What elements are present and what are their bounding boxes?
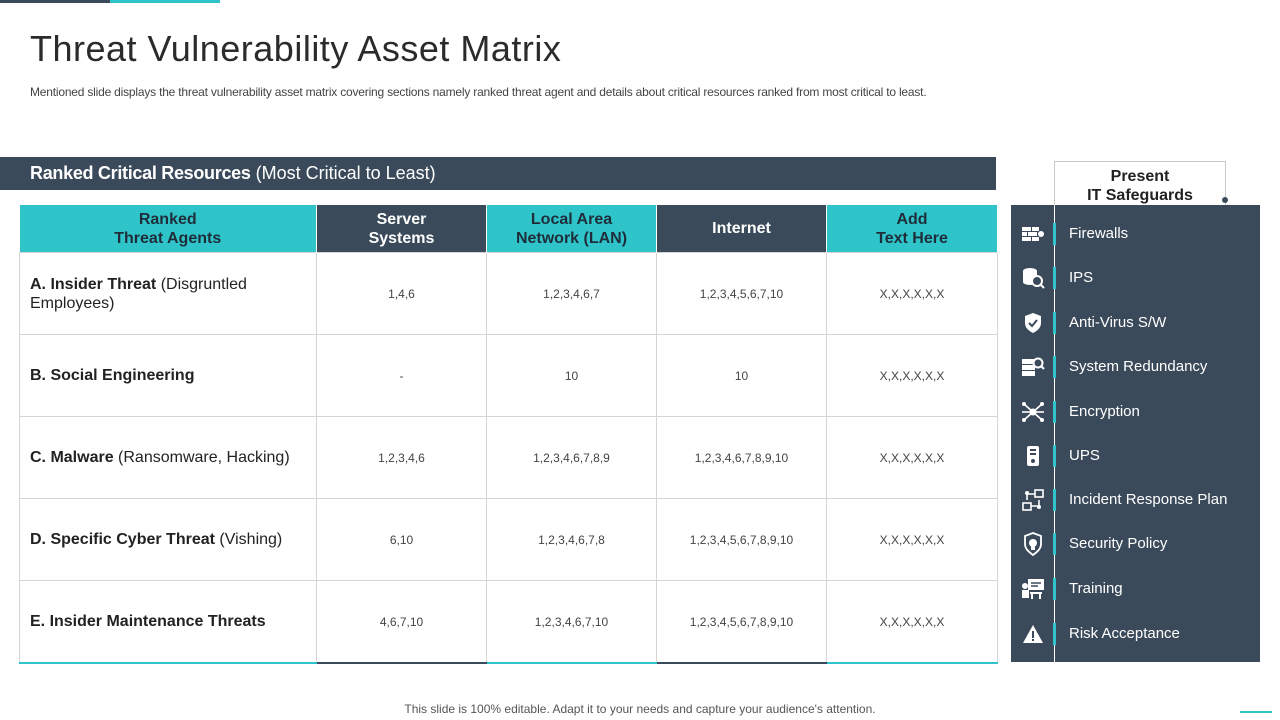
cell-agent: C. Malware (Ransomware, Hacking)	[20, 417, 317, 499]
ups-icon	[1020, 444, 1046, 468]
header-internet: Internet	[657, 205, 827, 253]
top-accent-dark	[0, 0, 110, 3]
top-accent-teal	[110, 0, 220, 3]
cell-internet: 1,2,3,4,5,6,7,10	[657, 253, 827, 335]
tab-dot	[1222, 197, 1228, 203]
safeguard-label: Training	[1069, 580, 1123, 597]
header-ranked-threat-agents: Ranked Threat Agents	[20, 205, 317, 253]
cell-add: X,X,X,X,X,X	[827, 335, 998, 417]
cell-server: -	[317, 335, 487, 417]
shield-check-icon	[1020, 311, 1046, 335]
cell-agent: A. Insider Threat (Disgruntled Employees)	[20, 253, 317, 335]
safeguard-item-security-policy	[1011, 531, 1260, 557]
safeguard-label: System Redundancy	[1069, 358, 1208, 375]
safeguard-item-incident-response	[1011, 487, 1260, 513]
footer-accent-line	[1240, 711, 1272, 713]
safeguard-item-risk-acceptance	[1011, 621, 1260, 647]
safeguards-title: Present IT Safeguards	[1054, 161, 1226, 205]
table-header-row	[20, 205, 998, 253]
ips-icon	[1020, 266, 1046, 290]
safeguard-accent	[1053, 401, 1056, 423]
safeguard-accent	[1053, 312, 1056, 334]
safeguard-label: Encryption	[1069, 403, 1140, 420]
server-search-icon	[1020, 355, 1046, 379]
safeguard-label: IPS	[1069, 269, 1094, 286]
safeguard-item-antivirus	[1011, 310, 1260, 336]
safeguard-item-ips	[1011, 265, 1260, 291]
cell-server: 1,2,3,4,6	[317, 417, 487, 499]
threat-matrix-table	[19, 205, 998, 664]
cell-internet: 10	[657, 335, 827, 417]
page-title: Threat Vulnerability Asset Matrix	[30, 28, 562, 69]
cell-internet: 1,2,3,4,5,6,7,8,9,10	[657, 581, 827, 664]
cell-lan: 1,2,3,4,6,7,8,9	[487, 417, 657, 499]
section-header-normal: (Most Critical to Least)	[250, 163, 436, 183]
network-icon	[1020, 400, 1046, 424]
safeguard-accent	[1053, 445, 1056, 467]
cell-lan: 1,2,3,4,6,7	[487, 253, 657, 335]
cell-agent: B. Social Engineering	[20, 335, 317, 417]
header-lan: Local Area Network (LAN)	[487, 205, 657, 253]
table-row	[20, 417, 998, 499]
section-header-bold: Ranked Critical Resources	[30, 163, 251, 183]
cell-add: X,X,X,X,X,X	[827, 581, 998, 664]
section-header	[0, 157, 996, 190]
safeguard-accent	[1053, 489, 1056, 511]
safeguard-label: Incident Response Plan	[1069, 491, 1228, 508]
cell-add: X,X,X,X,X,X	[827, 417, 998, 499]
header-add-text: Add Text Here	[827, 205, 998, 253]
firewall-icon	[1020, 222, 1046, 246]
header-server-systems: Server Systems	[317, 205, 487, 253]
safeguard-item-training	[1011, 576, 1260, 602]
safeguard-item-encryption	[1011, 399, 1260, 425]
cell-agent: D. Specific Cyber Threat (Vishing)	[20, 499, 317, 581]
safeguard-label: Anti-Virus S/W	[1069, 314, 1167, 331]
cell-server: 6,10	[317, 499, 487, 581]
security-badge-icon	[1020, 532, 1046, 556]
cell-lan: 10	[487, 335, 657, 417]
cell-lan: 1,2,3,4,6,7,8	[487, 499, 657, 581]
cell-agent: E. Insider Maintenance Threats	[20, 581, 317, 664]
safeguard-accent	[1053, 533, 1056, 555]
table-row	[20, 335, 998, 417]
safeguard-label: Security Policy	[1069, 535, 1168, 552]
safeguard-label: UPS	[1069, 447, 1100, 464]
table-row	[20, 253, 998, 335]
table-row	[20, 499, 998, 581]
safeguard-label: Risk Acceptance	[1069, 625, 1180, 642]
cell-lan: 1,2,3,4,6,7,10	[487, 581, 657, 664]
cell-add: X,X,X,X,X,X	[827, 253, 998, 335]
safeguard-accent	[1053, 578, 1056, 600]
safeguard-accent	[1053, 267, 1056, 289]
safeguard-item-system-redundancy	[1011, 354, 1260, 380]
safeguard-accent	[1053, 623, 1056, 645]
footer-text: This slide is 100% editable. Adapt it to your needs and capture your audience's attention.	[404, 702, 876, 716]
safeguard-item-ups	[1011, 443, 1260, 469]
cell-internet: 1,2,3,4,5,6,7,8,9,10	[657, 499, 827, 581]
safeguard-accent	[1053, 356, 1056, 378]
safeguard-accent	[1053, 223, 1056, 245]
cell-add: X,X,X,X,X,X	[827, 499, 998, 581]
cell-server: 1,4,6	[317, 253, 487, 335]
safeguard-label: Firewalls	[1069, 225, 1129, 242]
response-plan-icon	[1020, 488, 1046, 512]
page-subtitle: Mentioned slide displays the threat vulnerability asset matrix covering sections namely ranked threat agent and details about critical resources ranked from most critical to least.	[30, 85, 927, 99]
table-row	[20, 581, 998, 664]
safeguard-item-firewalls	[1011, 221, 1260, 247]
training-icon	[1020, 577, 1046, 601]
warning-icon	[1020, 622, 1046, 646]
cell-internet: 1,2,3,4,6,7,8,9,10	[657, 417, 827, 499]
cell-server: 4,6,7,10	[317, 581, 487, 664]
